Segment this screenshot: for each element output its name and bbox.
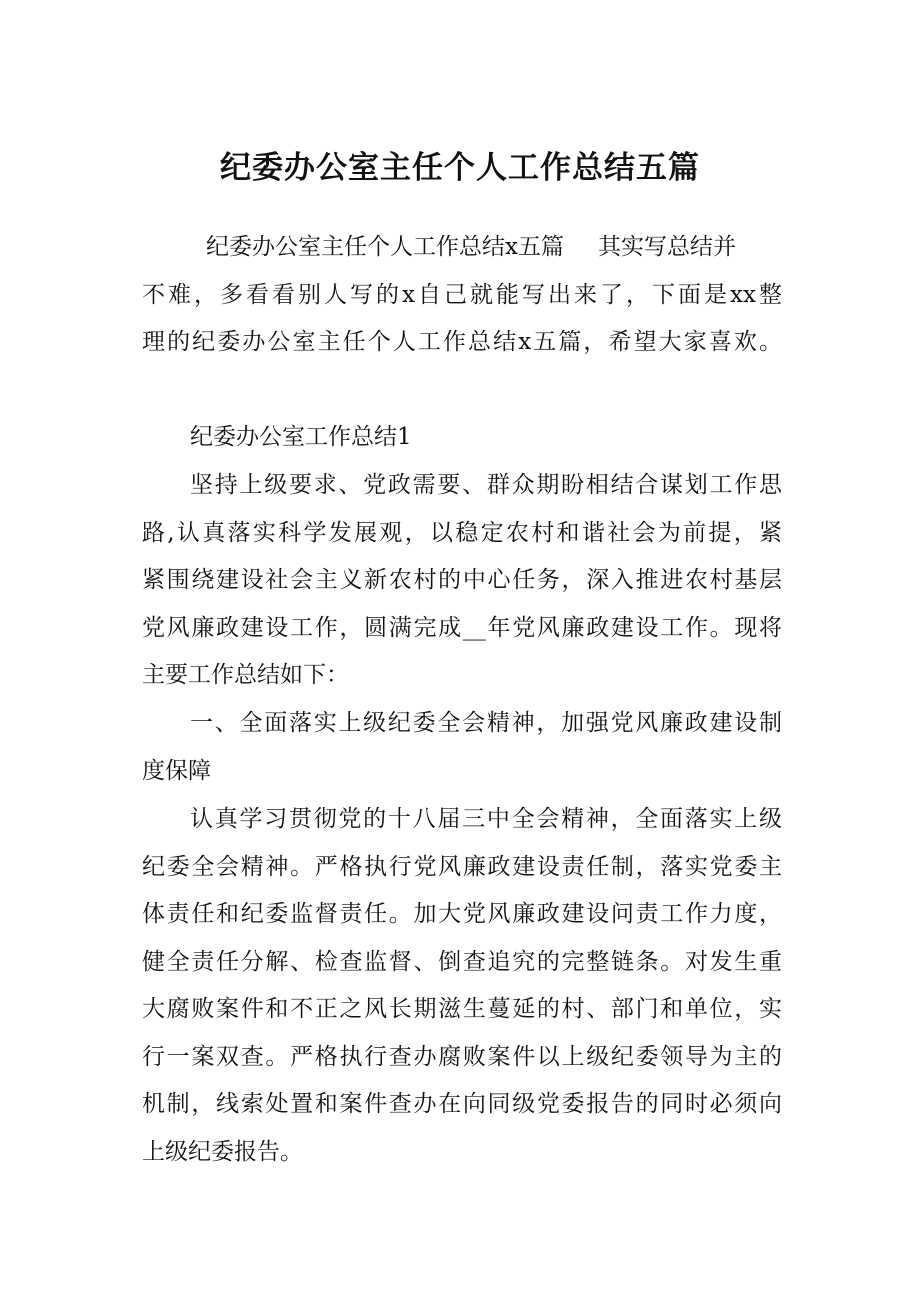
intro-line-3: 理的纪委办公室主任个人工作总结x五篇，希望大家喜欢。 bbox=[142, 329, 782, 355]
paragraph-1-line: 坚持上级要求、党政需要、群众期盼相结合谋划工作思 bbox=[190, 472, 782, 498]
paragraph-2 bbox=[142, 796, 782, 1176]
paragraph-2-line: 体责任和纪委监督责任。加大党风廉政建设问责工作力度， bbox=[142, 901, 782, 927]
paragraph-2-line: 认真学习贯彻党的十八届三中全会精神，全面落实上级 bbox=[190, 806, 782, 832]
section-heading-text: 纪委办公室工作总结1 bbox=[190, 424, 412, 450]
paragraph-1 bbox=[142, 462, 782, 700]
intro-line-1-part-b: 其实写总结并 bbox=[597, 234, 736, 260]
intro-line-2: 不难，多看看别人写的x自己就能写出来了，下面是xx整 bbox=[142, 281, 782, 308]
paragraph-1-line: 路,认真落实科学发展观，以稳定农村和谐社会为前提，紧 bbox=[142, 519, 782, 546]
intro-line-1 bbox=[142, 224, 782, 272]
paragraph-2-line: 健全责任分解、检查监督、倒查追究的完整链条。对发生重 bbox=[142, 948, 782, 975]
paragraph-2-line: 行一案双查。严格执行查办腐败案件以上级纪委领导为主的 bbox=[142, 1043, 782, 1070]
paragraph-1-line: 紧围绕建设社会主义新农村的中心任务，深入推进农村基层 bbox=[142, 567, 782, 593]
paragraph-1-line: 党风廉政建设工作，圆满完成__年党风廉政建设工作。现将 bbox=[142, 614, 782, 641]
subheading bbox=[142, 700, 782, 795]
document-title: 纪委办公室主任个人工作总结五篇 bbox=[220, 150, 700, 186]
intro-paragraph bbox=[142, 224, 782, 367]
paragraph-2-line: 机制，线索处置和案件查办在向同级党委报告的同时必须向 bbox=[142, 1091, 782, 1117]
section-heading bbox=[142, 414, 782, 462]
intro-line-1-part-a: 纪委办公室主任个人工作总结x五篇 bbox=[206, 234, 564, 260]
subheading-line: 度保障 bbox=[142, 757, 211, 784]
paragraph-2-line: 上级纪委报告。 bbox=[142, 1138, 303, 1165]
paragraph-2-line: 纪委全会精神。严格执行党风廉政建设责任制，落实党委主 bbox=[142, 853, 782, 880]
paragraph-2-line: 大腐败案件和不正之风长期滋生蔓延的村、部门和单位，实 bbox=[142, 996, 782, 1022]
paragraph-1-line: 主要工作总结如下： bbox=[142, 662, 349, 688]
subheading-line: 一、全面落实上级纪委全会精神，加强党风廉政建设制 bbox=[190, 710, 782, 736]
